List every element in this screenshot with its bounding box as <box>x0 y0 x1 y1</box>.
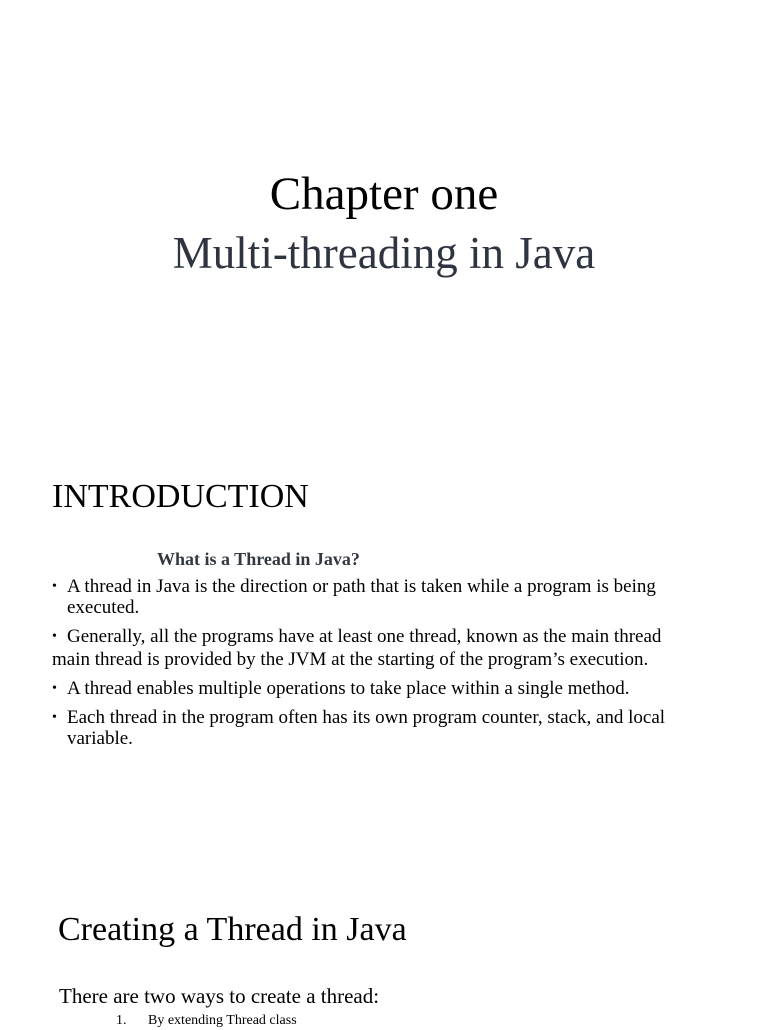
bullet-icon: • <box>52 710 57 725</box>
bullet-text: Each thread in the program often has its own program counter, stack, and local variable. <box>67 707 666 749</box>
bullet-item <box>52 626 732 647</box>
bullet-icon: • <box>52 681 57 696</box>
bullet-item <box>52 576 732 618</box>
bullet-icon: • <box>52 579 57 594</box>
bullet-continuation <box>52 649 732 670</box>
bullet-text: Generally, all the programs have at least one thread, known as the main thread <box>67 626 662 647</box>
creating-ways-list <box>116 1012 297 1030</box>
bullet-text: A thread in Java is the direction or path that is taken while a program is being executed. <box>67 576 656 618</box>
bullet-icon: • <box>52 629 57 644</box>
creating-thread-heading: Creating a Thread in Java <box>58 911 407 948</box>
question-heading: What is a Thread in Java? <box>157 549 360 569</box>
bullet-item <box>52 707 732 749</box>
chapter-subtitle: Multi-threading in Java <box>172 228 596 278</box>
introduction-heading: INTRODUCTION <box>52 478 309 515</box>
bullet-text: A thread enables multiple operations to take place within a single method. <box>67 678 630 699</box>
list-item-text: By extending Thread class <box>148 1013 297 1028</box>
introduction-bullet-list <box>52 576 732 757</box>
creating-intro-text: There are two ways to create a thread: <box>59 984 380 1008</box>
bullet-item <box>52 678 732 699</box>
bullet-text: main thread is provided by the JVM at the starting of the program’s execution. <box>52 649 649 670</box>
list-item-number: 1. <box>116 1013 127 1028</box>
chapter-title: Chapter one <box>269 168 499 220</box>
list-item <box>116 1012 297 1030</box>
